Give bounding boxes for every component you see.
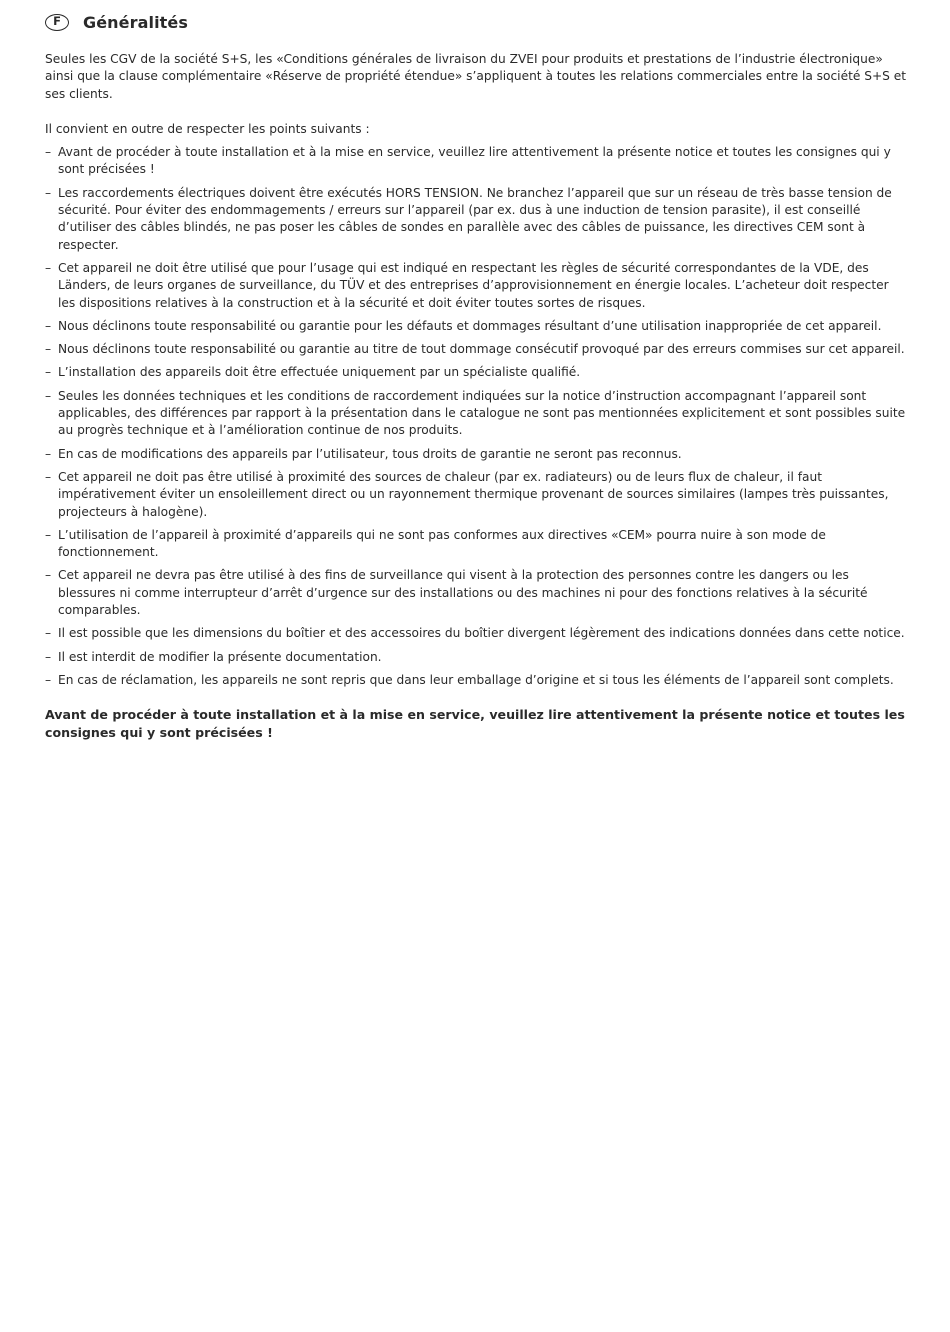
- list-item-text: Cet appareil ne devra pas être utilisé à des fins de surveillance qui visent à la protection des personnes contre les dangers ou les blessures ni comme interrupteur d’arrêt d’urgence sur des installations ou des machines ni pour des fonctions relatives à la sécurité comparables.: [58, 568, 868, 618]
- list-item: [45, 527, 909, 562]
- dash-bullet: –: [45, 446, 52, 461]
- list-item-text: Cet appareil ne doit être utilisé que pour l’usage qui est indiqué en respectant les règles de sécurité correspondantes de la VDE, des Länders, de leurs organes de surveillance, du TÜV et des entreprises d’approvisionnement en énergie locales. L’acheteur doit respecter les dispositions relatives à la construction et à la sécurité et doit éviter toutes sortes de risques.: [58, 260, 889, 310]
- list-item-text: Seules les données techniques et les conditions de raccordement indiquées sur la notice d’instruction accompagnant l’appareil sont applicables, des différences par rapport à la présentation dans le catalogue ne sont pas mentionnées explicitement et sont possibles suite au progrès technique et à l’amélioration continue de nos produits.: [58, 388, 906, 438]
- list-item: [45, 672, 909, 689]
- list-item-text: Avant de procéder à toute installation et à la mise en service, veuillez lire attentivement la présente notice et toutes les consignes qui y sont précisées !: [58, 145, 891, 177]
- lead-sentence: Il convient en outre de respecter les points suivants :: [45, 121, 370, 136]
- list-item-text: Les raccordements électriques doivent être exécutés HORS TENSION. Ne branchez l’appareil que sur un réseau de très basse tension de sécurité. Pour éviter des endommagements / erreurs sur l’appareil (par ex. dus à une induction de tension parasite), il est conseillé d’utiliser des câbles blindés, ne pas poser les câbles de sondes en parallèle avec des câbles de puissance, les directives CEM sont à respecter.: [58, 185, 892, 252]
- document-page: [45, 10, 909, 753]
- list-item: [45, 388, 909, 440]
- list-item: [45, 185, 909, 254]
- list-item: [45, 446, 909, 463]
- list-item: [45, 625, 909, 642]
- list-item: [45, 649, 909, 666]
- list-item: [45, 260, 909, 312]
- list-item-text: En cas de modifications des appareils par l’utilisateur, tous droits de garantie ne seront pas reconnus.: [58, 446, 682, 461]
- list-item: [45, 469, 909, 521]
- dash-bullet: –: [45, 260, 52, 275]
- list-item-text: Cet appareil ne doit pas être utilisé à proximité des sources de chaleur (par ex. radiateurs) ou de leurs flux de chaleur, il faut impérativement éviter un ensoleillement direct ou un rayonnement thermique provenant de sources similaires (lampes très puissantes, projecteurs à halogène).: [58, 469, 889, 519]
- dash-bullet: –: [45, 568, 52, 583]
- list-item-text: L’installation des appareils doit être effectuée uniquement par un spécialiste qualifié.: [58, 365, 581, 380]
- list-item-text: L’utilisation de l’appareil à proximité d’appareils qui ne sont pas conformes aux directives «CEM» pourra nuire à son mode de fonctionnement.: [58, 527, 826, 560]
- dash-bullet: –: [45, 649, 52, 664]
- list-item: [45, 364, 909, 381]
- dash-bullet: –: [45, 318, 52, 333]
- safety-points-list: [45, 144, 909, 689]
- dash-bullet: –: [45, 185, 52, 200]
- list-item-text: En cas de réclamation, les appareils ne sont repris que dans leur emballage d’origine et si tous les éléments de l’appareil sont complets.: [58, 672, 894, 687]
- dash-bullet: –: [45, 672, 52, 687]
- dash-bullet: –: [45, 469, 52, 484]
- dash-bullet: –: [45, 388, 52, 403]
- dash-bullet: –: [45, 527, 52, 542]
- list-item: [45, 567, 909, 619]
- closing-warning: Avant de procéder à toute installation et à la mise en service, veuillez lire attentivement la présente notice et toutes les consignes qui y sont précisées !: [45, 707, 905, 740]
- list-item-text: Nous déclinons toute responsabilité ou garantie pour les défauts et dommages résultant d’une utilisation inappropriée de cet appareil.: [58, 318, 882, 333]
- list-item-text: Nous déclinons toute responsabilité ou garantie au titre de tout dommage consécutif provoqué par des erreurs commises sur cet appareil.: [58, 342, 905, 357]
- dash-bullet: –: [45, 626, 52, 641]
- list-item: [45, 318, 909, 335]
- intro-paragraph: Seules les CGV de la société S+S, les «Conditions générales de livraison du ZVEI pour produits et prestations de l’industrie électronique» ainsi que la clause complémentaire «Réserve de propriété étendue» s’appliquent à toutes les relations commerciales entre la société S+S et ses clients.: [45, 52, 907, 101]
- list-item-text: Il est interdit de modifier la présente documentation.: [58, 649, 382, 664]
- section-title: Généralités: [83, 12, 189, 32]
- dash-bullet: –: [45, 145, 52, 160]
- list-item: [45, 341, 909, 358]
- dash-bullet: –: [45, 342, 52, 357]
- list-item: [45, 144, 909, 179]
- section-header: [45, 10, 909, 34]
- dash-bullet: –: [45, 365, 52, 380]
- language-badge: F: [45, 14, 69, 31]
- list-item-text: Il est possible que les dimensions du boîtier et des accessoires du boîtier divergent légèrement des indications données dans cette notice.: [58, 626, 905, 641]
